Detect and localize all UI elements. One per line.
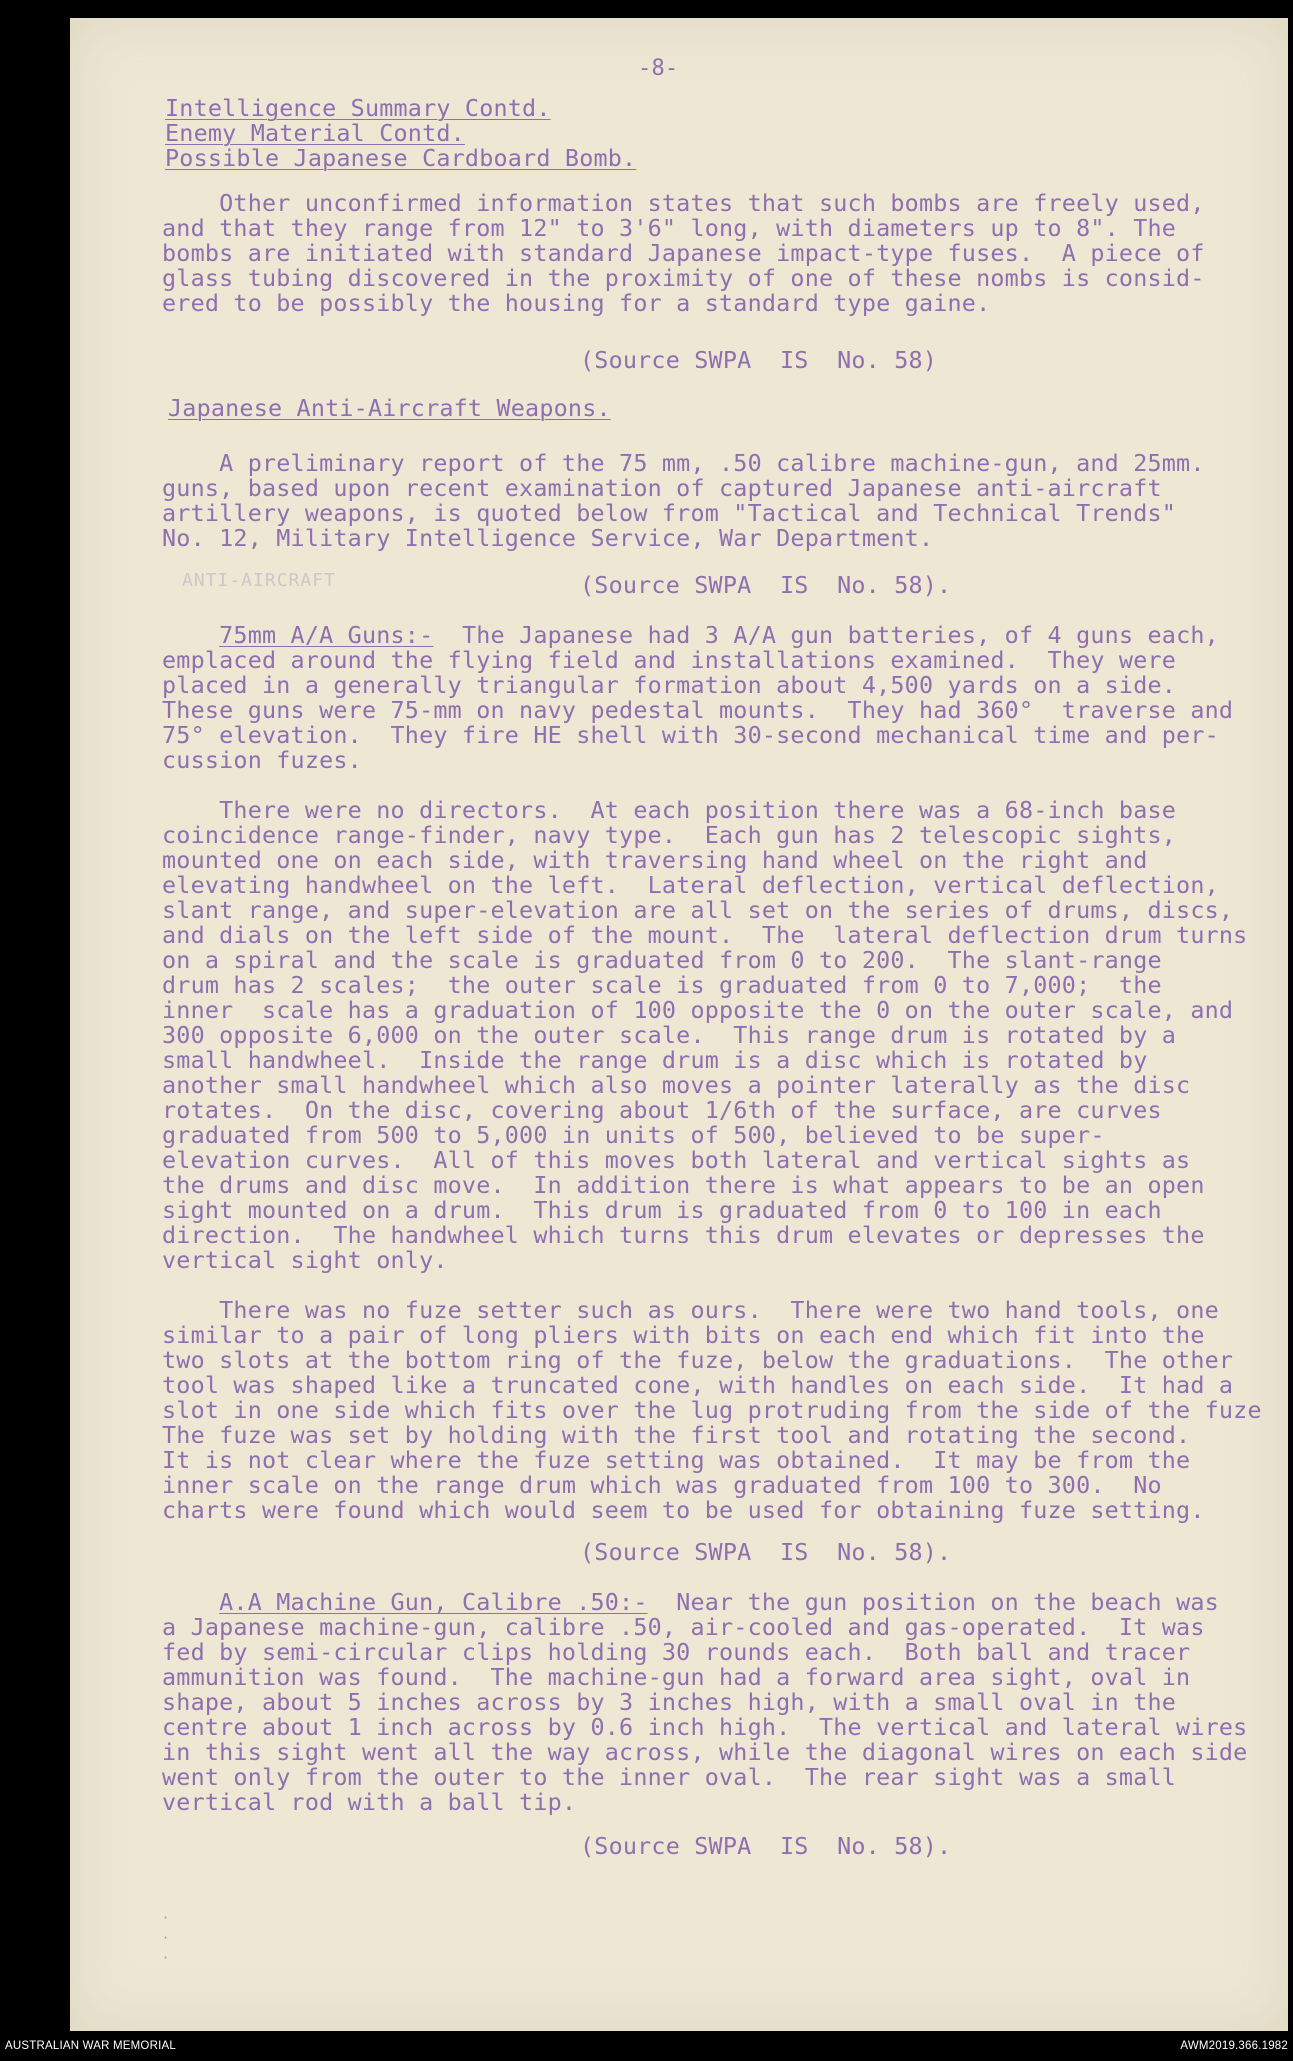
source-citation-3: (Source SWPA IS No. 58). bbox=[580, 1538, 952, 1566]
source-citation-2: (Source SWPA IS No. 58). bbox=[580, 571, 952, 599]
page-number: -8- bbox=[638, 56, 679, 81]
footer-institution: AUSTRALIAN WAR MEMORIAL bbox=[5, 2040, 176, 2052]
margin-specks: · · · bbox=[162, 1911, 170, 1965]
heading-line-2: Enemy Material Contd. bbox=[165, 119, 465, 147]
heading-line-3: Possible Japanese Cardboard Bomb. bbox=[165, 144, 637, 172]
document-page bbox=[70, 18, 1288, 2031]
section-heading-aa-weapons: Japanese Anti-Aircraft Weapons. bbox=[168, 394, 611, 422]
paragraph-fuze-setter: There was no fuze setter such as ours. There were two hand tools, one similar to a pair of long pliers with bits on each end which fit into the two slots at the bottom ring of the fuze, below the graduations. The other tool was shaped like a truncated cone, with handles on each side. It had a slot in one side which fits over the lug protruding from the side of the fuze The fuze was set by holding with the first tool and rotating the second. It is not clear where the fuze setting was obtained. It may be from the inner scale on the range drum which was graduated from 100 to 300. No charts were found which would seem to be used for obtaining fuze setting. bbox=[162, 1296, 1262, 1524]
paragraph-75mm-guns: emplaced around the flying field and installations examined. They were placed in a generally triangular formation about 4,500 yards on a side. These guns were 75-mm on navy pedestal mounts. They had 360° traverse and 75° elevation. They fire HE shell with 30-second mechanical time and per- cussion fuzes. bbox=[162, 646, 1234, 774]
subheading-75mm-guns: 75mm A/A Guns:- bbox=[219, 621, 434, 649]
heading-line-1: Intelligence Summary Contd. bbox=[165, 94, 551, 122]
paragraph-75mm-intro: The Japanese had 3 A/A gun batteries, of 4 guns each, bbox=[433, 621, 1219, 649]
subheading-machine-gun: A.A Machine Gun, Calibre .50:- bbox=[219, 1588, 648, 1616]
paragraph-machine-gun: a Japanese machine-gun, calibre .50, air-cooled and gas-operated. It was fed by semi-circular clips holding 30 rounds each. Both ball and tracer ammunition was found. The machine-gun had a forward area sight, oval in shape, about 5 inches across by 3 inches high, with a small oval in the centre about 1 inch across by 0.6 inch high. The vertical and lateral wires in this sight went all the way across, while the diagonal wires on each side went only from the outer to the inner oval. The rear sight was a small vertical rod with a ball tip. bbox=[162, 1613, 1248, 1816]
footer-accession-number: AWM2019.366.1982 bbox=[1180, 2040, 1288, 2052]
source-citation-4: (Source SWPA IS No. 58). bbox=[580, 1832, 952, 1860]
paragraph-cardboard-bomb: Other unconfirmed information states that such bombs are freely used, and that they range from 12" to 3'6" long, with diameters up to 8". The bombs are initiated with standard Japanese impact-type fuses. A piece of glass tubing discovered in the proximity of one of these nombs is consid- ered to be possibly the housing for a standard type gaine. bbox=[162, 189, 1205, 317]
source-citation-1: (Source SWPA IS No. 58) bbox=[580, 346, 938, 374]
bleed-through-text: ANTI-AIRCRAFT bbox=[182, 570, 336, 591]
paragraph-75mm-first-line bbox=[162, 623, 1293, 648]
paragraph-mg-intro: Near the gun position on the beach was bbox=[647, 1588, 1219, 1616]
heading-block bbox=[165, 96, 1265, 171]
paragraph-mg-first-line bbox=[162, 1590, 1293, 1615]
paragraph-directors: There were no directors. At each position there was a 68-inch base coincidence range-finder, navy type. Each gun has 2 telescopic sights, mounted one on each side, with traversing hand wheel on the right and elevating handwheel on the left. Lateral deflection, vertical deflection, slant range, and super-elevation are all set on the series of drums, discs, and dials on the left side of the mount. The lateral deflection drum turns on a spiral and the scale is graduated from 0 to 200. The slant-range drum has 2 scales; the outer scale is graduated from 0 to 7,000; the inner scale has a graduation of 100 opposite the 0 on the outer scale, and 300 opposite 6,000 on the outer scale. This range drum is rotated by a small handwheel. Inside the range drum is a disc which is rotated by another small handwheel which also moves a pointer laterally as the disc rotates. On the disc, covering about 1/6th of the surface, are curves graduated from 500 to 5,000 in units of 500, believed to be super- elevation curves. All of this moves both lateral and vertical sights as the drums and disc move. In addition there is what appears to be an open sight mounted on a drum. This drum is graduated from 0 to 100 in each direction. The handwheel which turns this drum elevates or depresses the vertical sight only. bbox=[162, 796, 1248, 1274]
paragraph-preliminary-report: A preliminary report of the 75 mm, .50 calibre machine-gun, and 25mm. guns, based upon recent examination of captured Japanese anti-aircraft artillery weapons, is quoted below from "Tactical and Technical Trends" No. 12, Military Intelligence Service, War Department. bbox=[162, 449, 1205, 552]
